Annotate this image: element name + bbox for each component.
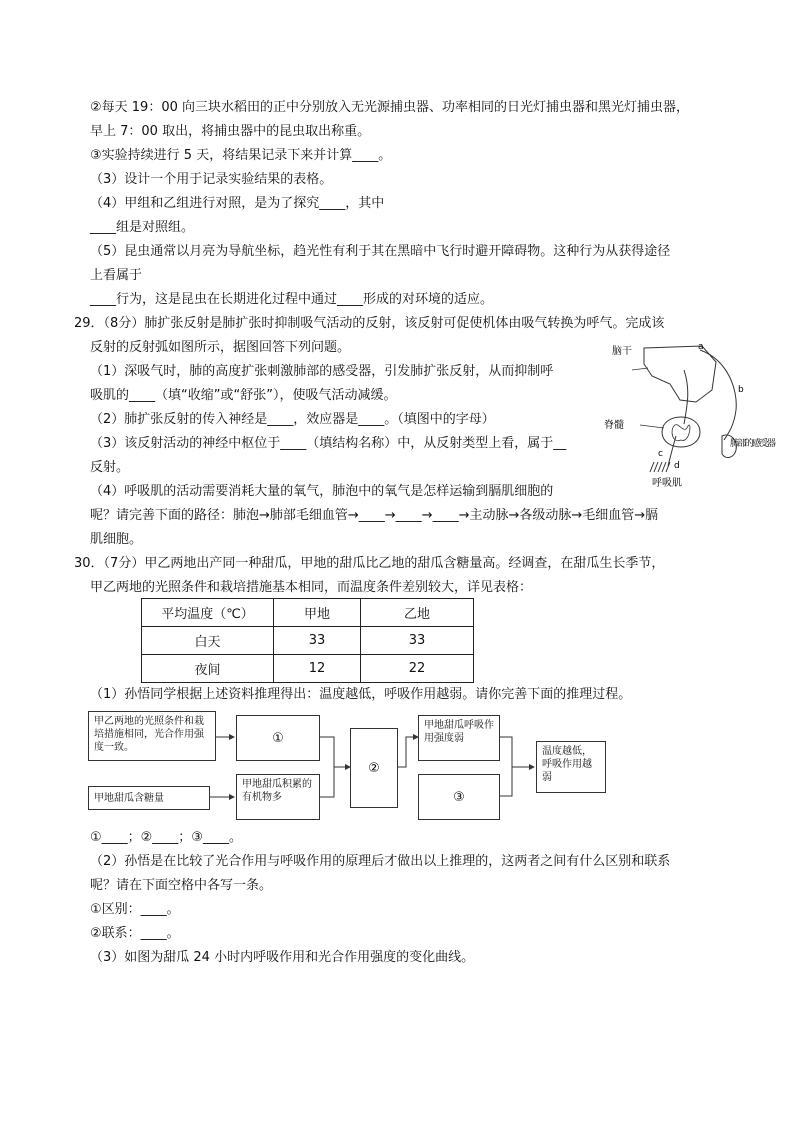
table-cell: 33	[361, 627, 474, 655]
text-line: 呢？请完善下面的路径：肺泡→肺部毛细血管→____→____→____→主动脉→各级动脉→毛细血管→膈	[90, 508, 659, 523]
flow-blank-3: ③	[418, 774, 500, 820]
text-line: ③实验持续进行 5 天，将结果记录下来并计算____。	[90, 148, 392, 163]
text-line: （1）深吸气时，肺的高度扩张刺激肺部的感受器，引发肺扩张反射，从而抑制呼	[90, 364, 554, 379]
nerve-to-brainstem	[684, 370, 688, 424]
text-line: 甲乙两地的光照条件和栽培措施基本相同，而温度条件差别较大，详见表格：	[90, 580, 533, 595]
text-line: （4）甲组和乙组进行对照，是为了探究____，其中	[90, 196, 385, 211]
muscle-mark	[658, 462, 662, 472]
text-line: 早上 7：00 取出，将捕虫器中的昆虫取出称重。	[90, 124, 371, 139]
table-row	[142, 599, 474, 627]
text-line: 反射。	[90, 460, 130, 475]
flow-blank-1: ①	[236, 715, 320, 761]
text-line: ①____；②____；③____。	[90, 830, 242, 845]
leader-line	[640, 425, 664, 428]
temperature-table	[141, 598, 474, 683]
table-header: 甲地	[274, 599, 361, 627]
muscle-mark	[662, 462, 666, 472]
text-line: （3）设计一个用于记录实验结果的表格。	[90, 172, 333, 187]
table-cell: 夜间	[142, 655, 274, 683]
text-line: （3）该反射活动的神经中枢位于____（填结构名称）中，从反射类型上看，属于__	[90, 436, 567, 451]
text-line: （5）昆虫通常以月亮为导航坐标，趋光性有利于其在黑暗中飞行时避开障碍物。这种行为从获得途径	[90, 244, 671, 259]
label-respiratory-muscle: 呼吸肌	[652, 478, 682, 489]
text-line: ____行为，这是昆虫在长期进化过程中通过____形成的对环境的适应。	[90, 292, 494, 307]
brainstem-outline	[644, 346, 716, 402]
flow-blank-2: ②	[350, 728, 398, 808]
text-line: ②每天 19：00 向三块水稻田的正中分别放入无光源捕虫器、功率相同的日光灯捕虫器和黑光灯捕虫器，	[90, 100, 690, 115]
flow-box-conclusion: 温度越低，呼吸作用越弱	[536, 741, 606, 793]
flow-box-organic-matter: 甲地甜瓜积累的有机物多	[236, 774, 320, 820]
table-header: 乙地	[361, 599, 474, 627]
label-lung-receptor: 肺部的感受器	[730, 439, 776, 449]
label-a: a	[698, 342, 704, 352]
leader-line	[632, 368, 648, 370]
text-line: 吸肌的____（填“收缩”或“舒张”），使吸气活动减缓。	[90, 388, 397, 403]
table-header: 平均温度（℃）	[142, 599, 274, 627]
table-row	[142, 655, 474, 683]
text-line: 上看属于	[90, 268, 143, 283]
reflex-arc-diagram	[604, 340, 784, 490]
spinal-gray-matter	[672, 425, 690, 441]
text-line: （2）孙悟是在比较了光合作用与呼吸作用的原理后才做出以上推理的，这两者之间有什么区别和联系	[90, 854, 671, 869]
text-line: ____组是对照组。	[90, 220, 195, 235]
muscle-mark	[666, 462, 670, 472]
muscle-mark	[650, 462, 654, 472]
flow-box-respiration-weak: 甲地甜瓜呼吸作用强度弱	[418, 715, 500, 761]
table-cell: 12	[274, 655, 361, 683]
label-brainstem: 脑干	[612, 346, 632, 357]
label-d: d	[674, 461, 680, 471]
text-line: （2）肺扩张反射的传入神经是____，效应器是____。（填图中的字母）	[90, 412, 495, 427]
text-line: （4）呼吸肌的活动需要消耗大量的氧气，肺泡中的氧气是怎样运输到膈肌细胞的	[90, 484, 554, 499]
flow-box-conditions: 甲乙两地的光照条件和栽培措施相同，光合作用强度一致。	[88, 711, 216, 761]
muscle-mark	[654, 462, 658, 472]
table-cell: 白天	[142, 627, 274, 655]
question-30: 30．（7分）甲乙两地出产同一种甜瓜，甲地的甜瓜比乙地的甜瓜含糖量高。经调查，在甜瓜生长季节，	[74, 556, 665, 571]
table-cell: 33	[274, 627, 361, 655]
text-line: 肌细胞。	[90, 532, 143, 547]
flow-box-sugar-content: 甲地甜瓜含糖量	[88, 786, 210, 810]
text-line: ①区别：____。	[90, 902, 180, 917]
spinal-cord-outline	[662, 417, 700, 447]
label-spinal-cord: 脊髓	[604, 420, 624, 431]
table-cell: 22	[361, 655, 474, 683]
text-line: 呢？请在下面空格中各写一条。	[90, 878, 273, 893]
text-line: 反射的反射弧如图所示，据图回答下列问题。	[90, 340, 351, 355]
text-line: （1）孙悟同学根据上述资料推理得出：温度越低，呼吸作用越弱。请你完善下面的推理过程。	[90, 687, 632, 702]
text-line: ②联系：____。	[90, 926, 180, 941]
text-line: （3）如图为甜瓜 24 小时内呼吸作用和光合作用强度的变化曲线。	[90, 950, 475, 965]
question-29: 29．（8分）肺扩张反射是肺扩张时抑制吸气活动的反射，该反射可促使机体由吸气转换为呼气。完成该	[74, 316, 665, 331]
label-b: b	[738, 385, 744, 395]
label-c: c	[658, 449, 663, 459]
table-row	[142, 627, 474, 655]
